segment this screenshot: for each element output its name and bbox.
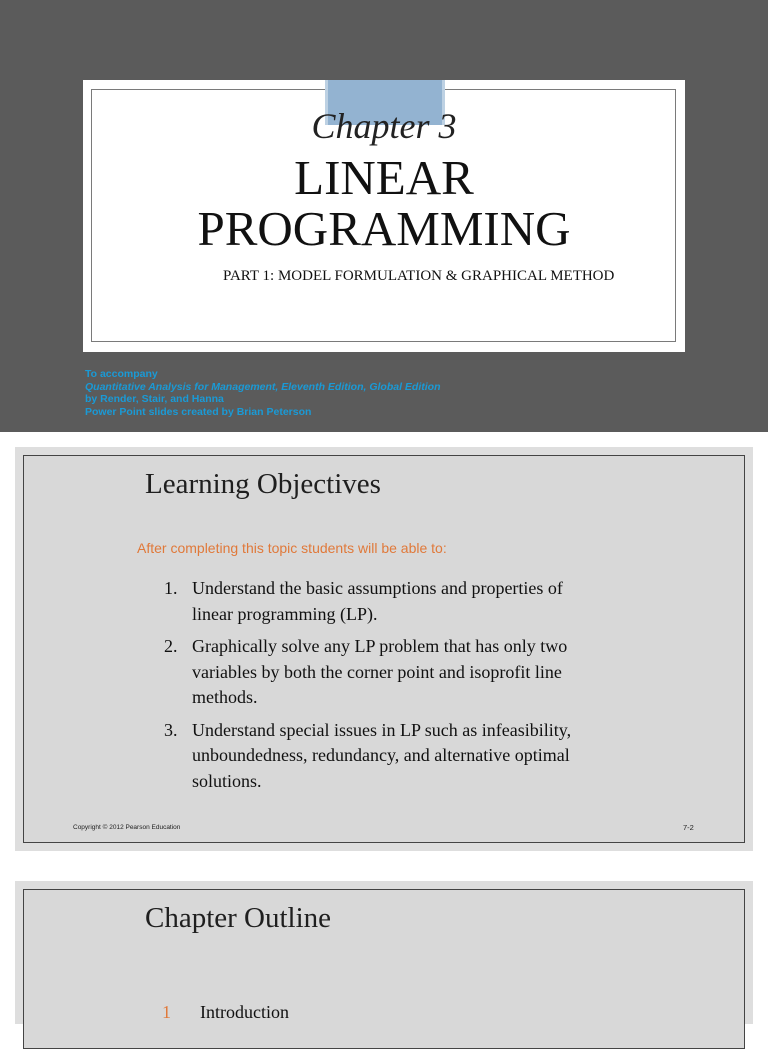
- objectives-list: [164, 576, 604, 801]
- title-card: [83, 80, 685, 352]
- list-item-text: Graphically solve any LP problem that has only two variables by both the corner point and isoprofit line methods.: [192, 636, 568, 707]
- list-item-number: 1.: [164, 578, 178, 598]
- list-item-text: Understand special issues in LP such as infeasibility, unboundedness, redundancy, and alternative optimal solutions.: [192, 719, 572, 791]
- credits-slides-author: Power Point slides created by Brian Peterson: [85, 405, 312, 418]
- outline-slide: [15, 881, 753, 1024]
- list-item-text: Understand the basic assumptions and properties of linear programming (LP).: [192, 578, 563, 624]
- copyright-footer: Copyright © 2012 Pearson Education: [73, 824, 181, 831]
- list-item-number: 1: [162, 1002, 171, 1022]
- list-item: [164, 576, 604, 627]
- objectives-frame: [23, 455, 745, 843]
- list-item: [164, 634, 604, 711]
- slide-title: Learning Objectives: [145, 468, 381, 500]
- credits-book-title: Quantitative Analysis for Management, Eleventh Edition, Global Edition: [85, 380, 441, 393]
- objectives-intro: After completing this topic students will be able to:: [137, 540, 447, 556]
- title-slide: [0, 0, 768, 432]
- credits-authors: by Render, Stair, and Hanna: [85, 393, 224, 405]
- chapter-label: Chapter 3: [311, 106, 457, 146]
- main-title-line2: PROGRAMMING: [197, 201, 571, 256]
- main-title-line1: LINEAR: [294, 150, 474, 205]
- credits: [85, 368, 441, 418]
- credits-line1: To accompany: [85, 368, 158, 380]
- list-item: [162, 1002, 289, 1023]
- subtitle: PART 1: MODEL FORMULATION & GRAPHICAL METHOD: [223, 268, 615, 284]
- outline-frame: [23, 889, 745, 1049]
- list-item-text: Introduction: [200, 1002, 289, 1022]
- page-number: 7-2: [683, 823, 694, 832]
- main-title: [83, 152, 685, 254]
- objectives-slide: [15, 447, 753, 851]
- list-item: [164, 718, 604, 795]
- slide-title: Chapter Outline: [145, 902, 332, 934]
- list-item-number: 2.: [164, 636, 178, 656]
- list-item-number: 3.: [164, 719, 178, 740]
